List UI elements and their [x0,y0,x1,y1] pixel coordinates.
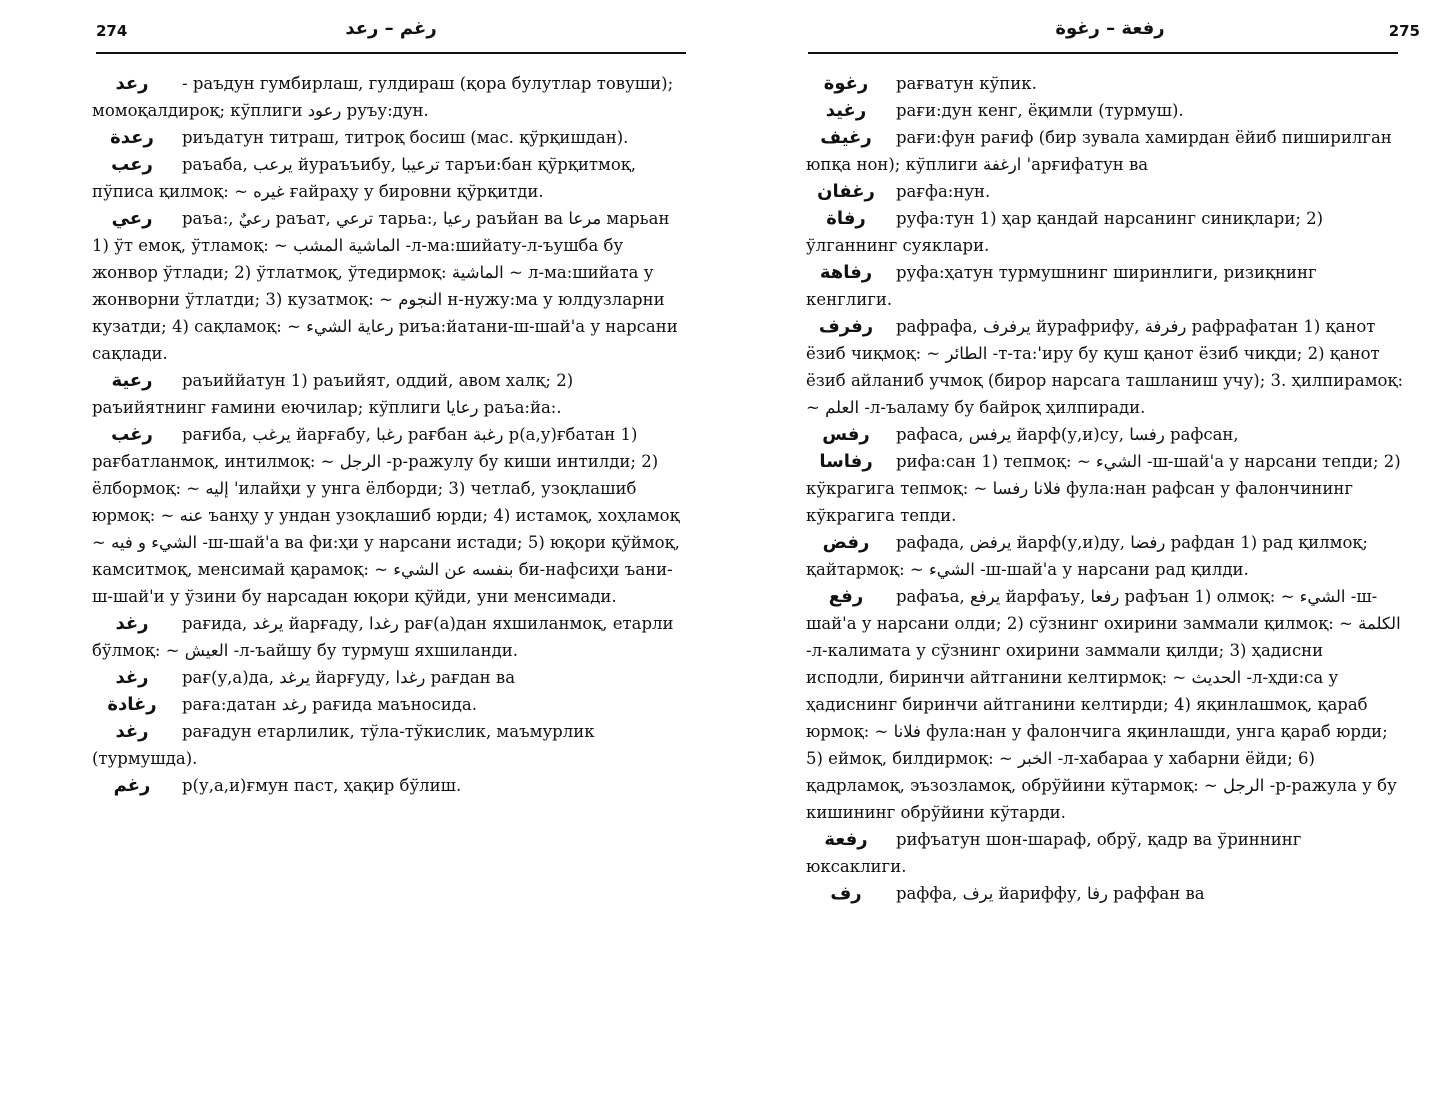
dictionary-entry [806,880,1406,907]
definition: раъа:, رعيٌ раъат, ترعي тарьа:, رعيا раъйан ва مرعا марьан 1) ўт емоқ, ўтламоқ: ~ الماشية المشب -л-ма:шийату-л-ъушба бу жонвор ўтлади; 2) ўтлатмоқ, ўтедирмоқ: الماشية ~ л-ма:шийата у жонворни ўтлатди; 3) кузатмоқ: ~ النجوم н-нужу:ма у юлдузларни кузатди; 4) сақламоқ: ~ رعاية الشيء риъа:йатани-ш-шай'а у нарсани сақлади. [92,209,678,363]
definition: рағида, يرغد йарғаду, رغدا рағ(а)дан яхшиланмоқ, етарли бўлмоқ: ~ العيش -л-ъайшу бу турмуш яхшиланди. [92,614,674,660]
left-header [96,18,686,48]
definition: рафаса, يرفس йарф(у,и)су, رفسا рафсан, [896,425,1239,444]
dictionary-entry [92,718,684,772]
definition: рифа:сан 1) тепмоқ: ~ الشيء -ш-шай'а у нарсани тепди; 2) кўкрагига тепмоқ: ~ فلانا رفسا фула:нан рафсан у фалончининг кўкрагига тепди. [806,452,1401,525]
dictionary-entry [806,826,1406,880]
dictionary-entry [806,70,1406,97]
headword: رعد [115,73,149,94]
running-head: رغم – رعد [345,18,437,39]
right-page [720,0,1440,1114]
headword: رفاهة [819,262,873,283]
headword: رفرف [818,316,874,337]
header-rule [808,52,1398,54]
definition: - раъдун гумбирлаш, гулдираш (қора булутлар товуши); момоқалдироқ; кўплиги رعود руъу:дун. [92,74,674,120]
definition: руфа:ҳатун турмушнинг ширинлиги, ризиқнинг кенглиги. [806,263,1317,309]
headword: رغفان [817,181,875,202]
headword: رغد [115,613,149,634]
headword: رفاة [826,208,866,229]
headword: رفس [822,424,870,445]
dictionary-entry [806,421,1406,448]
headword: رفع [828,586,864,607]
header-rule [96,52,686,54]
dictionary-entry [92,205,684,367]
definition: рафаъа, يرفع йарфаъу, رفعا рафъан 1) олмоқ: ~ الشيء -ш-шай'а у нарсани олди; 2) сўзнинг охирини заммали қилмоқ: ~ الكلمة -л-калимата у сўзнинг охирини заммали қилди; 3) ҳадисни исподли, биринчи айтганини келтирмоқ: ~ الحديث -л-ҳди:са у ҳадиснинг биринчи айтганини келтирди; 4) яқинлашмоқ, қараб юрмоқ: ~ فلانا фула:нан у фалончига яқинлашди, унга қараб юрди; 5) еймоқ, билдирмоқ: ~ الخبر -л-хабараа у хабарни ёйди; 6) қадрламоқ, эъзозламоқ, обрўйини кўтармоқ: ~ الرجل -р-ражула у бу кишининг обрўйини кўтарди. [806,587,1401,822]
right-body [806,70,1406,907]
dictionary-entry [806,178,1406,205]
headword: رغم [113,775,151,796]
dictionary-entry [92,367,684,421]
dictionary-entry [806,529,1406,583]
headword: رفعة [824,829,868,850]
definition: рағфа:нун. [896,182,991,201]
definition: рағи:фун рағиф (бир зувала хамирдан ёйиб пиширилган юпқа нон); кўплиги ارغفة 'арғифатун ва [806,128,1392,174]
headword: رعي [111,208,153,229]
headword: رغوة [823,73,869,94]
definition: рағватун кўпик. [896,74,1037,93]
definition: рифъатун шон-шараф, обрў, қадр ва ўриннинг юксаклиги. [806,830,1302,876]
definition: рафрафа, يرفرف йурафрифу, رفرفة рафрафатан 1) қанот ёзиб чиқмоқ: ~ الطائر -т-та:'иру бу қуш қанот ёзиб чиқди; 2) қанот ёзиб айланиб учмоқ (бирор нарсага ташланиш учу); 3. ҳилпирамоқ: ~ العلم -л-ъаламу бу байроқ ҳилпиради. [806,317,1404,417]
dictionary-entry [92,151,684,205]
dictionary-entry [806,448,1406,529]
page-number: 274 [96,22,128,40]
definition: раъаба, يرعب йураъъибу, ترعيبا таръи:бан қўрқитмоқ, пўписа қилмоқ: ~ غيره ғайраҳу у бировни қўрқитди. [92,155,637,201]
headword: رف [830,883,862,904]
headword: رعدة [110,127,154,148]
dictionary-entry [806,313,1406,421]
headword: رعية [111,370,153,391]
definition: рағ(у,а)да, يرغد йарғуду, رغدا рағдан ва [182,668,516,687]
right-header [800,18,1420,48]
headword: رغد [115,721,149,742]
dictionary-entry [806,124,1406,178]
definition: раффа, يرف йариффу, رفا раффан ва [896,884,1205,903]
definition: рафада, يرفض йарф(у,и)ду, رفضا рафдан 1) рад қилмоқ; қайтармоқ: ~ الشيء -ш-шай'а у нарсани рад қилди. [806,533,1368,579]
headword: رفض [822,532,870,553]
headword: رغب [111,424,153,445]
dictionary-entry [92,421,684,610]
definition: руфа:тун 1) ҳар қандай нарсанинг синиқлари; 2) ўлганнинг суяклари. [806,209,1324,255]
definition: раъиййатун 1) раъийят, оддий, авом халқ; 2) раъийятнинг ғамини еючилар; кўплиги رعايا раъа:йа:. [92,371,574,417]
definition: рағиба, يرغب йарғабу, رغبا рағбан رغبة р(а,у)ғбатан 1) рағбатланмоқ, интилмоқ: ~ الرجل -р-ражулу бу киши интилди; 2) ёлбормоқ: ~ إليه 'илайҳи у унга ёлборди; 3) четлаб, узоқлашиб юрмоқ: ~ عنه ъанҳу у ундан узоқлашиб юрди; 4) истамоқ, хоҳламоқ ~ الشيء و فيه -ш-шай'а ва фи:ҳи у нарсани истади; 5) юқори қўймоқ, камситмоқ, менсимай қарамоқ: ~ بنفسه عن الشيء би-нафсиҳи ъани-ш-шай'и у ўзини бу нарсадан юқори қўйди, уни менсимади. [92,425,680,606]
definition: риъдатун титраш, титроқ босиш (мас. қўрқишдан). [182,128,629,147]
dictionary-entry [806,97,1406,124]
definition: р(у,а,и)ғмун паст, ҳақир бўлиш. [182,776,462,795]
dictionary-entry [806,583,1406,826]
dictionary-entry [92,124,684,151]
dictionary-entry [92,610,684,664]
definition: рағa:датан رغد рағида маъносида. [182,695,478,714]
dictionary-entry [806,205,1406,259]
dictionary-entry [92,70,684,124]
left-body [92,70,684,799]
definition: рағадун етарлилик, тўла-тўкислик, маъмурлик (турмушда). [92,722,595,768]
dictionary-entry [806,259,1406,313]
dictionary-entry [92,772,684,799]
definition: рағи:дун кенг, ёқимли (турмуш). [896,101,1184,120]
headword: رغد [115,667,149,688]
page-number: 275 [1388,22,1420,40]
running-head: رفعة – رغوة [1055,18,1165,39]
headword: رغيد [825,100,867,121]
headword: رغادة [107,694,157,715]
dictionary-entry [92,664,684,691]
headword: رفاسا [819,451,873,472]
headword: رعب [111,154,153,175]
headword: رغيف [820,127,872,148]
dictionary-entry [92,691,684,718]
